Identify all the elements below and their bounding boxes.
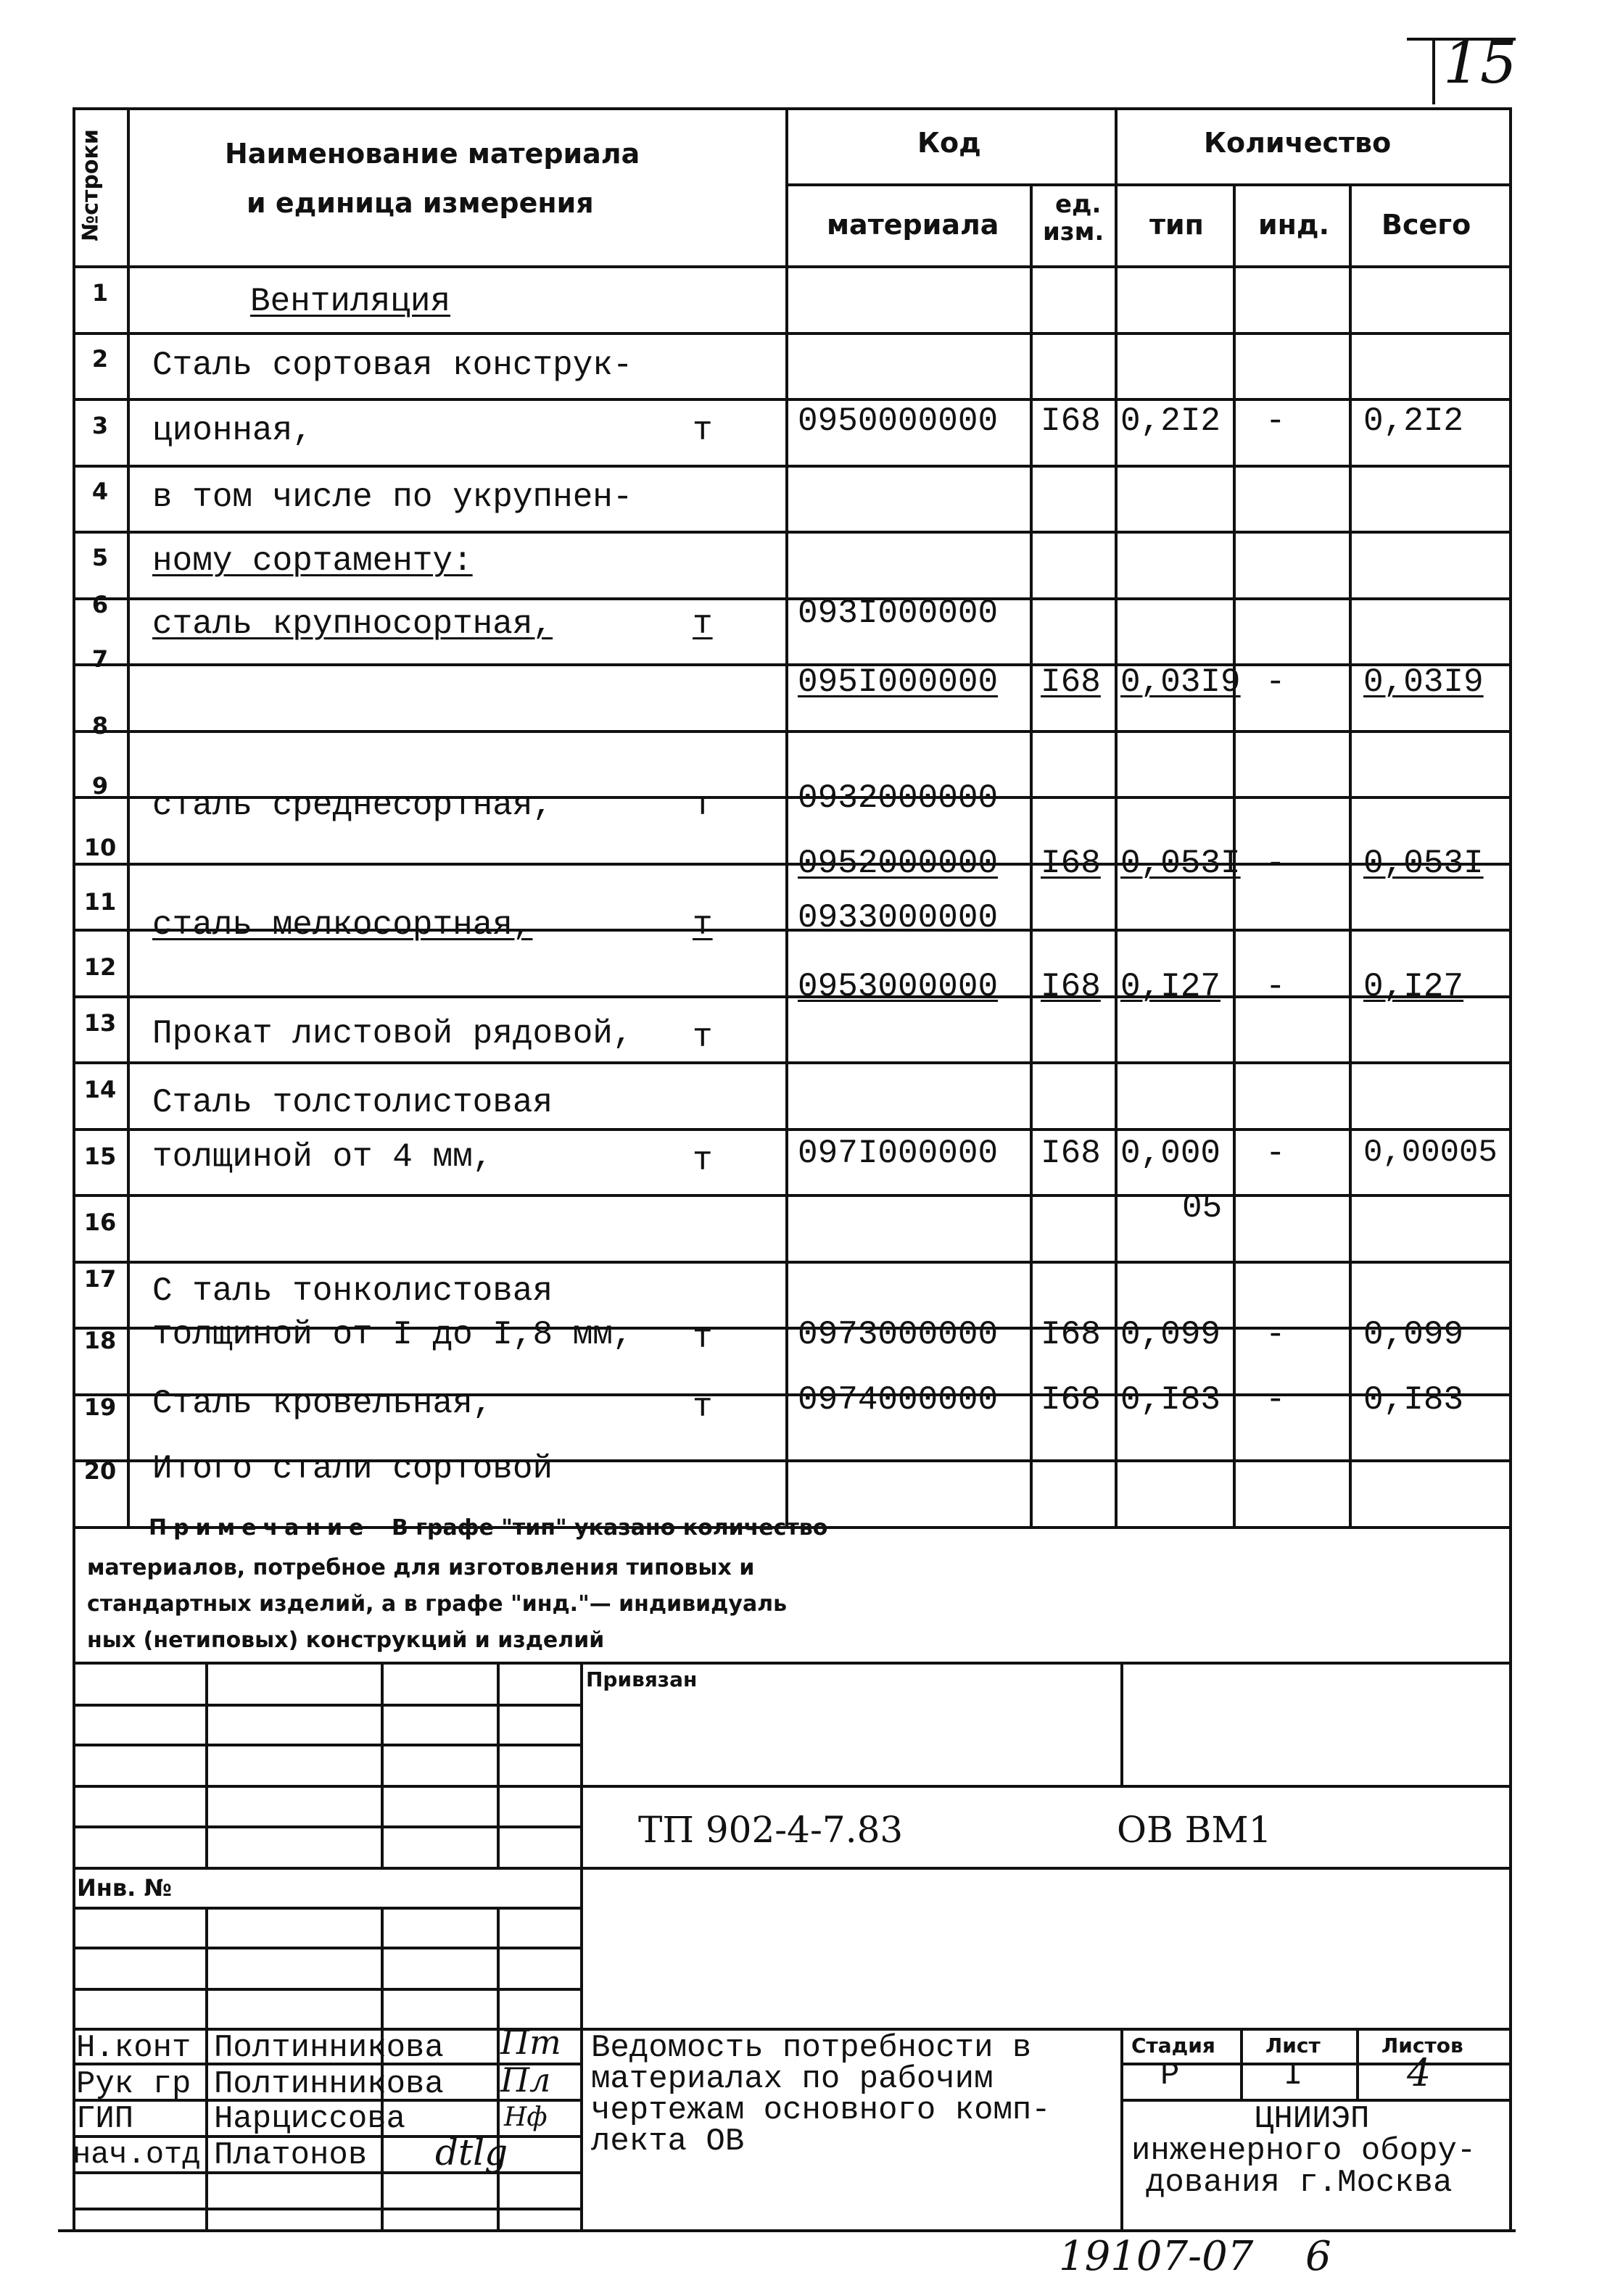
description-line: лекта ОВ [591, 2123, 745, 2160]
role-signature: dtlg [435, 2131, 508, 2173]
row-number: 19 [83, 1393, 117, 1421]
row-unit: т [693, 1388, 713, 1426]
row-unit: т [693, 1142, 713, 1180]
row-unit: т [693, 1019, 713, 1056]
row-number: 14 [83, 1076, 117, 1103]
row-number: 17 [83, 1265, 117, 1293]
row-number: 16 [83, 1209, 117, 1236]
stage-value: Р [1160, 2057, 1180, 2094]
row-name: Итого стали сортовой [152, 1450, 553, 1488]
role-name: Полтинникова [214, 2066, 444, 2102]
footer-number: 6 [1305, 2233, 1331, 2280]
type-header: тип [1149, 209, 1204, 241]
unit-header-line1: ед. [1055, 190, 1102, 219]
row-tip: 0,099 [1120, 1316, 1221, 1354]
row-total: 0,03I9 [1363, 663, 1484, 701]
code-header: Код [917, 127, 981, 159]
row-number: 5 [91, 544, 109, 571]
row-code: 0952000000 [798, 845, 999, 882]
row-number: 8 [91, 712, 109, 739]
row-code: 0932000000 [798, 779, 999, 817]
row-name: Сталь кровельная, [152, 1385, 493, 1422]
sheet-value: I [1284, 2057, 1303, 2094]
row-number: 12 [83, 953, 117, 981]
row-unit: т [693, 605, 713, 643]
doc-code: ТП 902-4-7.83 [638, 1809, 904, 1851]
note-line2: материалов, потребное для изготовления типовых и [87, 1555, 755, 1580]
row-number: 13 [83, 1009, 117, 1037]
footer-code: 19107-07 [1059, 2233, 1254, 2280]
row-name: сталь среднесортная, [152, 787, 553, 824]
row-name: сталь крупносортная, [152, 605, 553, 643]
row-edizm: I68 [1041, 1316, 1101, 1354]
row-code: 0953000000 [798, 968, 999, 1006]
row-number-header: №строки [78, 129, 104, 241]
role-label: Рук гр [76, 2066, 191, 2102]
row-unit: т [693, 412, 713, 449]
row-tip: 0,000 [1120, 1135, 1221, 1172]
page-number: 15 [1443, 29, 1517, 96]
row-number: 18 [83, 1327, 117, 1354]
row-code: 0950000000 [798, 402, 999, 440]
row-code: 0933000000 [798, 899, 999, 937]
row-code: 0973000000 [798, 1316, 999, 1354]
role-signature: Пт [500, 2023, 561, 2062]
row-name: толщиной от 4 мм, [152, 1138, 493, 1176]
org-line: дования г.Москва [1146, 2165, 1453, 2201]
row-edizm: I68 [1041, 1135, 1101, 1172]
row-tip: 05 [1182, 1189, 1223, 1227]
row-total: 0,I83 [1363, 1381, 1464, 1419]
ind-header: инд. [1258, 209, 1330, 241]
row-unit: т [693, 906, 713, 944]
row-name: Сталь толстолистовая [152, 1084, 553, 1122]
row-name: в том числе по укрупнен- [152, 478, 633, 516]
row-edizm: I68 [1041, 845, 1101, 882]
row-number: 6 [91, 591, 109, 618]
row-edizm: I68 [1041, 968, 1101, 1006]
row-number: 3 [91, 412, 109, 439]
row-ind: - [1265, 968, 1286, 1006]
org-line: инженерного обору- [1131, 2133, 1476, 2169]
row-number: 20 [83, 1457, 117, 1485]
note-line4: ных (нетиповых) конструкций и изделий [87, 1628, 605, 1653]
row-name: С таль тонколистовая [152, 1272, 553, 1310]
role-name: Нарциссова [214, 2101, 406, 2137]
total-header: Всего [1381, 209, 1471, 241]
row-name: Сталь сортовая конструк- [152, 347, 633, 384]
row-number: 15 [83, 1143, 117, 1170]
row-edizm: I68 [1041, 1381, 1101, 1419]
doc-mark: ОВ ВМ1 [1117, 1809, 1272, 1851]
row-name: Вентиляция [250, 283, 451, 320]
sheets-value: 4 [1407, 2052, 1432, 2095]
row-number: 11 [83, 888, 117, 916]
row-code: 0974000000 [798, 1381, 999, 1419]
role-name: Платонов [214, 2137, 368, 2173]
row-total: 0,I27 [1363, 968, 1464, 1006]
row-unit: т [693, 787, 713, 824]
row-edizm: I68 [1041, 402, 1101, 440]
description-line: Ведомость потребности в [591, 2030, 1032, 2066]
sheet-label: Лист [1265, 2034, 1321, 2057]
row-number: 9 [91, 772, 109, 800]
row-total: 0,00005 [1363, 1135, 1498, 1171]
inv-no-label: Инв. № [77, 1874, 172, 1902]
row-number: 4 [91, 478, 109, 505]
name-header-line2: и единица измерения [247, 187, 594, 219]
row-total: 0,053I [1363, 845, 1484, 882]
note-label: Примечание [149, 1515, 371, 1541]
row-number: 2 [91, 345, 109, 373]
row-name: ному сортаменту: [152, 542, 473, 580]
row-edizm: I68 [1041, 663, 1101, 701]
role-label: нач.отд [73, 2137, 201, 2172]
row-code: 093I000000 [798, 594, 999, 632]
stage-label: Стадия [1131, 2034, 1215, 2057]
note-line1: В графе "тип" указано количество [392, 1515, 828, 1541]
row-name: ционная, [152, 412, 313, 449]
org-line: ЦНИИЭП [1255, 2101, 1370, 2137]
role-signature: Пл [500, 2060, 551, 2100]
row-tip: 0,I83 [1120, 1381, 1221, 1419]
row-code: 097I000000 [798, 1135, 999, 1172]
row-ind: - [1265, 663, 1286, 701]
quantity-header: Количество [1204, 127, 1392, 159]
row-number: 10 [83, 834, 117, 861]
material-code-header: материала [827, 209, 999, 241]
description-line: чертежам основного комп- [591, 2092, 1051, 2129]
row-name: сталь мелкосортная, [152, 906, 533, 944]
row-code: 095I000000 [798, 663, 999, 701]
unit-header-line2: изм. [1043, 217, 1104, 246]
name-header-line1: Наименование материала [225, 138, 640, 170]
sheets-label: Листов [1381, 2034, 1463, 2057]
description-line: материалах по рабочим [591, 2061, 994, 2097]
row-ind: - [1265, 845, 1286, 882]
row-number: 7 [91, 645, 109, 673]
role-label: Н.конт [76, 2030, 191, 2066]
row-ind: - [1265, 402, 1286, 440]
row-tip: 0,2I2 [1120, 402, 1221, 440]
row-ind: - [1265, 1381, 1286, 1419]
row-tip: 0,03I9 [1120, 663, 1241, 701]
row-name: Прокат листовой рядовой, [152, 1015, 633, 1053]
row-unit: т [693, 1319, 713, 1357]
row-number: 1 [91, 279, 109, 307]
row-total: 0,2I2 [1363, 402, 1464, 440]
row-ind: - [1265, 1316, 1286, 1354]
row-tip: 0,I27 [1120, 968, 1221, 1006]
row-name: толщиной от I до I,8 мм, [152, 1316, 633, 1354]
row-total: 0,099 [1363, 1316, 1464, 1354]
privyazan-label: Привязан [586, 1667, 698, 1691]
role-name: Полтинникова [214, 2030, 444, 2066]
row-ind: - [1265, 1135, 1286, 1172]
role-label: ГИП [76, 2101, 134, 2137]
row-tip: 0,053I [1120, 845, 1241, 882]
note-line3: стандартных изделий, а в графе "инд."— индивидуаль [87, 1591, 788, 1617]
role-signature: Нф [504, 2102, 548, 2132]
